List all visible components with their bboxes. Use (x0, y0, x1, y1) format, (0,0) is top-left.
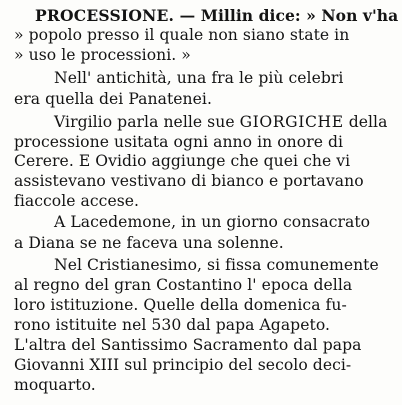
work-title-giorgiche: GIORGICHE (239, 113, 344, 131)
text-line-10: fiaccole accese. (14, 192, 140, 210)
entry-headword: PROCESSIONE. (35, 6, 175, 25)
text-line-12: a Diana se ne faceva una solenne. (14, 234, 284, 252)
text-line-6-end: della (343, 113, 388, 131)
text-line-11: A Lacedemone, in un giorno consacrato (54, 213, 371, 231)
text-line-5: era quella dei Panatenei. (14, 90, 212, 108)
text-line-18: Giovanni XIII sul principio del secolo deci- (14, 356, 352, 374)
text-line-14: al regno del gran Costantino l' epoca della (14, 276, 353, 294)
text-line-2: » popolo presso il quale non siano state in (14, 26, 350, 44)
text-line-9: assistevano vestivano di bianco e portavano (14, 172, 364, 190)
text-line-13: Nel Cristianesimo, si fissa comunemente (54, 256, 379, 274)
text-line-17: L'altra del Santissimo Sacramento dal papa (14, 336, 362, 354)
text-line-3: » uso le processioni. » (14, 46, 191, 64)
text-line-1-rest: — Millin dice: » Non v'ha (174, 6, 399, 25)
text-line-16: rono istituite nel 530 dal papa Agapeto. (14, 316, 330, 334)
text-line-7: processione usitata ogni anno in onore di (14, 133, 344, 151)
text-line-19: moquarto. (14, 376, 96, 394)
text-line-6-start: Virgilio parla nelle sue (54, 113, 240, 131)
text-line-1 (35, 6, 398, 27)
text-line-4: Nell' antichità, una fra le più celebri (54, 69, 344, 87)
text-line-8: Cerere. E Ovidio aggiunge che quei che vi (14, 152, 351, 170)
text-line-15: loro istituzione. Quelle della domenica fu- (14, 296, 347, 314)
text-line-6 (54, 113, 387, 133)
